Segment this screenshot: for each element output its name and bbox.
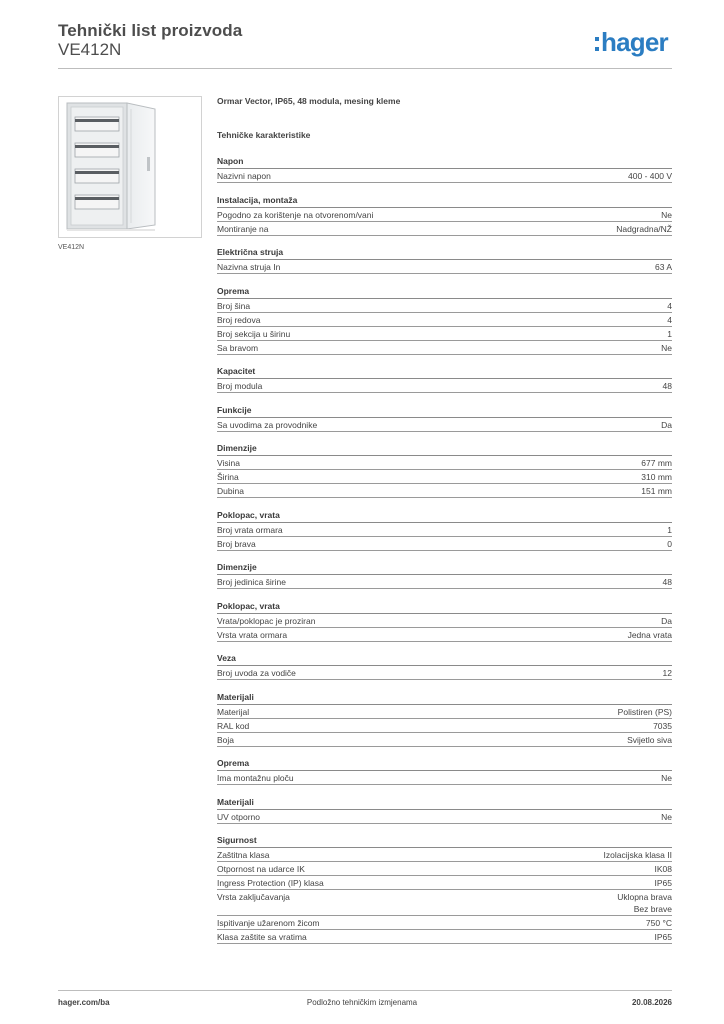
spec-value-line: 12	[662, 668, 672, 678]
spec-row	[217, 222, 672, 236]
section-title: Sigurnost	[217, 835, 672, 848]
spec-section	[217, 366, 672, 393]
spec-label: Sa uvodima za provodnike	[217, 419, 318, 430]
spec-value-line: Ne	[661, 811, 672, 822]
spec-row	[217, 341, 672, 355]
spec-section	[217, 653, 672, 680]
spec-value	[661, 419, 672, 431]
spec-value	[661, 772, 672, 784]
spec-label: Vrsta vrata ormara	[217, 629, 288, 640]
spec-value	[661, 209, 672, 221]
spec-row	[217, 169, 672, 183]
spec-section	[217, 562, 672, 589]
spec-value	[641, 457, 672, 469]
product-description: Ormar Vector, IP65, 48 modula, mesing kleme	[217, 96, 401, 106]
spec-value	[663, 576, 672, 588]
spec-value-line: IK08	[654, 864, 672, 874]
spec-value-line: 677 mm	[641, 458, 672, 468]
footer-date: 20.08.2026	[631, 998, 672, 1007]
spec-row	[217, 890, 672, 916]
spec-value	[667, 328, 672, 340]
spec-row	[217, 523, 672, 537]
spec-value-line: 1	[667, 328, 672, 339]
section-title: Veza	[217, 653, 672, 666]
spec-value-line: 151 mm	[641, 486, 672, 496]
spec-row	[217, 313, 672, 327]
spec-label: Broj uvoda za vodiče	[217, 668, 296, 678]
specs-heading: Tehničke karakteristike	[217, 130, 311, 140]
spec-label: Pogodno za korištenje na otvorenom/vani	[217, 209, 374, 220]
spec-section	[217, 405, 672, 432]
spec-row	[217, 771, 672, 785]
spec-value-line: 7035	[653, 720, 672, 731]
section-title: Kapacitet	[217, 366, 672, 379]
spec-value-line: 750 °C	[645, 918, 672, 928]
spec-value	[646, 917, 672, 929]
spec-value	[655, 261, 672, 273]
spec-label: Otpornost na udarce IK	[217, 864, 305, 874]
image-caption: VE412N	[58, 244, 85, 251]
spec-section	[217, 443, 672, 498]
spec-value-line: Svijetlo siva	[627, 734, 672, 745]
spec-value-line: Jedna vrata	[627, 629, 672, 640]
spec-value-line: 400 - 400 V	[628, 171, 672, 181]
spec-label: RAL kod	[217, 720, 250, 731]
spec-row	[217, 456, 672, 470]
spec-label: Boja	[217, 734, 235, 745]
spec-value-line: Ne	[661, 342, 672, 353]
spec-row	[217, 484, 672, 498]
section-title: Dimenzije	[217, 562, 672, 575]
spec-value-line: IP65	[654, 878, 672, 888]
spec-row	[217, 862, 672, 876]
spec-value	[661, 615, 672, 627]
spec-label: Ingress Protection (IP) klasa	[217, 878, 324, 888]
product-image	[58, 96, 202, 238]
spec-row	[217, 327, 672, 341]
footer-divider	[58, 990, 672, 991]
spec-label: Broj redova	[217, 314, 261, 325]
spec-value	[663, 380, 672, 392]
spec-label: Broj modula	[217, 381, 263, 391]
header-divider	[58, 68, 672, 69]
spec-row	[217, 810, 672, 824]
spec-row	[217, 614, 672, 628]
spec-value	[655, 877, 673, 889]
section-title: Električna struja	[217, 247, 672, 260]
spec-value	[667, 524, 672, 536]
spec-section	[217, 510, 672, 551]
spec-label: Zaštitna klasa	[217, 850, 270, 860]
spec-row	[217, 575, 672, 589]
spec-label: Broj šina	[217, 300, 251, 311]
section-title: Oprema	[217, 286, 672, 299]
document-title: Tehnički list proizvoda	[58, 21, 243, 40]
spec-value	[661, 811, 672, 823]
spec-row	[217, 260, 672, 274]
spec-label: Broj vrata ormara	[217, 524, 283, 535]
spec-value	[627, 734, 672, 746]
spec-section	[217, 835, 672, 944]
spec-value	[617, 891, 672, 915]
spec-value-line: Izolacijska klasa II	[603, 850, 672, 860]
spec-section	[217, 692, 672, 747]
footer-notice: Podložno tehničkim izmjenama	[306, 998, 418, 1007]
spec-content	[217, 96, 672, 944]
spec-label: Broj jedinica širine	[217, 577, 286, 587]
spec-value-line: 4	[667, 300, 672, 311]
spec-value-line: 48	[662, 577, 672, 587]
spec-label: UV otporno	[217, 811, 260, 822]
spec-label: Vrsta zaključavanja	[217, 892, 290, 902]
spec-value	[641, 471, 672, 483]
spec-value-line: Uklopna brava	[617, 892, 672, 902]
spec-section	[217, 286, 672, 355]
spec-section	[217, 156, 672, 183]
spec-value	[667, 300, 672, 312]
spec-row	[217, 628, 672, 642]
spec-value-line: Da	[661, 419, 672, 430]
spec-row	[217, 537, 672, 551]
spec-section	[217, 601, 672, 642]
spec-row	[217, 705, 672, 719]
spec-value	[653, 720, 672, 732]
spec-value	[618, 706, 672, 718]
section-title: Oprema	[217, 758, 672, 771]
spec-value	[628, 629, 672, 641]
product-code: VE412N	[58, 40, 122, 59]
spec-value	[655, 931, 673, 943]
spec-section	[217, 195, 672, 236]
spec-label: Ispitivanje užarenom žicom	[217, 918, 320, 928]
spec-label: Nazivni napon	[217, 171, 271, 181]
spec-value-line: Ne	[661, 209, 672, 220]
spec-row	[217, 470, 672, 484]
spec-value-line: Polistiren (PS)	[617, 706, 672, 717]
spec-value-line: Bez brave	[633, 904, 672, 914]
spec-label: Ima montažnu ploču	[217, 773, 294, 783]
spec-label: Širina	[217, 472, 239, 482]
section-title: Dimenzije	[217, 443, 672, 456]
spec-label: Broj sekcija u širinu	[217, 328, 291, 339]
spec-row	[217, 719, 672, 733]
spec-value-line: 63 A	[654, 262, 672, 272]
spec-label: Nazivna struja In	[217, 262, 281, 272]
section-title: Materijali	[217, 797, 672, 810]
hager-logo	[595, 25, 668, 59]
spec-value-line: Da	[661, 615, 672, 626]
spec-value-line: 1	[667, 524, 672, 535]
spec-row	[217, 733, 672, 747]
spec-value	[628, 170, 672, 182]
section-title: Funkcije	[217, 405, 672, 418]
spec-value	[616, 223, 672, 235]
spec-value	[667, 314, 672, 326]
spec-value-line: 310 mm	[641, 472, 672, 482]
spec-value	[641, 485, 672, 497]
spec-value-line: IP65	[654, 932, 672, 942]
spec-row	[217, 418, 672, 432]
logo-text: hager	[601, 27, 668, 57]
spec-row	[217, 930, 672, 944]
spec-row	[217, 848, 672, 862]
spec-sections	[217, 156, 672, 944]
spec-label: Sa bravom	[217, 342, 259, 353]
spec-value-line: Ne	[661, 773, 672, 783]
spec-value-line: Nadgradna/NŽ	[616, 223, 672, 234]
spec-label: Montiranje na	[217, 223, 269, 234]
spec-row	[217, 208, 672, 222]
spec-section	[217, 247, 672, 274]
section-title: Materijali	[217, 692, 672, 705]
spec-value-line: 0	[667, 538, 672, 549]
spec-label: Broj brava	[217, 538, 256, 549]
spec-row	[217, 876, 672, 890]
spec-value	[667, 538, 672, 550]
spec-row	[217, 916, 672, 930]
spec-value	[661, 342, 672, 354]
section-title: Poklopac, vrata	[217, 510, 672, 523]
spec-label: Visina	[217, 458, 240, 468]
distribution-cabinet-image	[59, 97, 201, 237]
spec-value	[663, 667, 672, 679]
spec-label: Vrata/poklopac je proziran	[217, 615, 316, 626]
section-title: Poklopac, vrata	[217, 601, 672, 614]
spec-label: Materijal	[217, 706, 250, 717]
spec-value	[655, 863, 673, 875]
footer-website[interactable]: hager.com/ba	[58, 998, 110, 1007]
section-title: Napon	[217, 156, 672, 169]
spec-section	[217, 758, 672, 785]
spec-section	[217, 797, 672, 824]
spec-value	[604, 849, 673, 861]
spec-row	[217, 299, 672, 313]
section-title: Instalacija, montaža	[217, 195, 672, 208]
spec-row	[217, 379, 672, 393]
spec-label: Klasa zaštite sa vratima	[217, 932, 307, 942]
logo-colon-icon	[595, 37, 599, 51]
spec-label: Dubina	[217, 486, 244, 496]
spec-value-line: 48	[662, 381, 672, 391]
spec-row	[217, 666, 672, 680]
spec-value-line: 4	[667, 314, 672, 325]
